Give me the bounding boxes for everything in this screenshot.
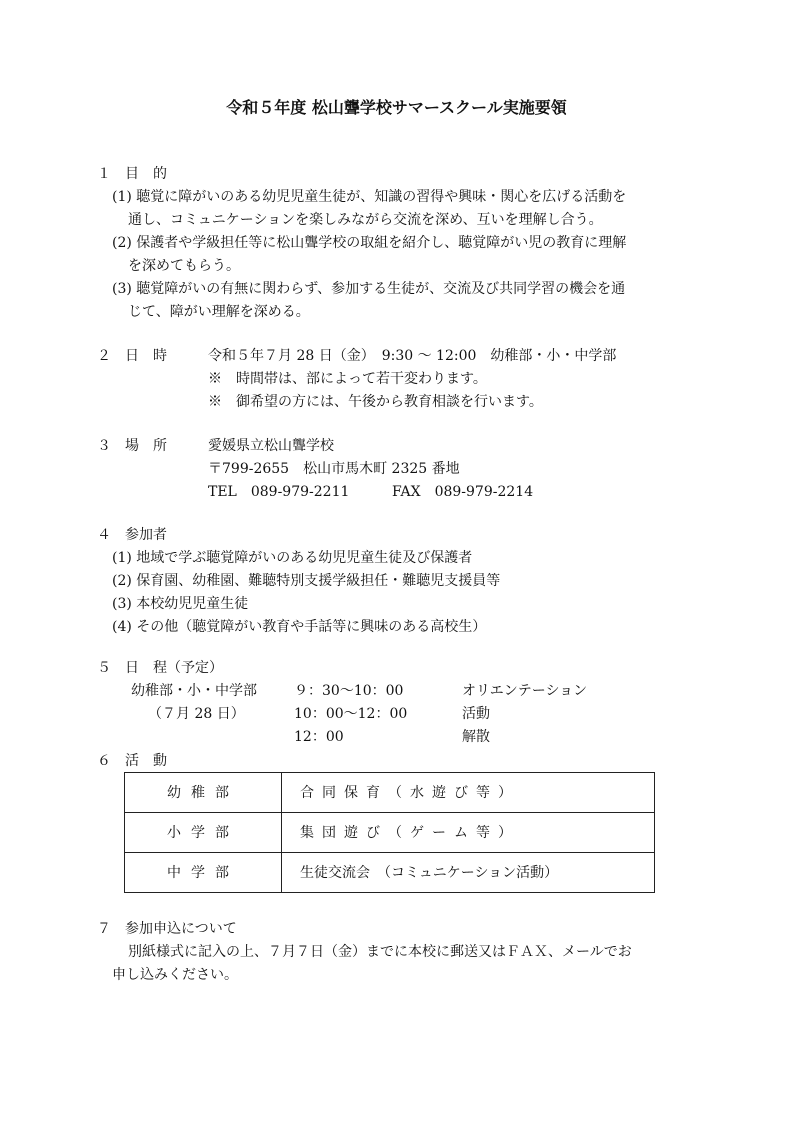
dept-cell: 幼稚部 xyxy=(125,773,282,813)
activity-table xyxy=(124,772,655,893)
section-1-item-2: (2) 保護者や学級担任等に松山聾学校の取組を紹介し、聴覚障がい児の教育に理解 xyxy=(112,235,627,251)
section-1-item-2-cont: を深めてもらう。 xyxy=(128,258,240,274)
schedule-date: （７月 28 日） xyxy=(148,706,245,722)
application-line-2: 申し込みください。 xyxy=(112,967,238,983)
application-line-1: 別紙様式に記入の上、７月７日（金）までに本校に郵送又はＦＡＸ、メールでお xyxy=(128,944,632,960)
section-1-item-3: (3) 聴覚障がいの有無に関わらず、参加する生徒が、交流及び共同学習の機会を通 xyxy=(112,281,626,297)
section-1-heading: １ 目 的 xyxy=(97,166,167,182)
schedule-time-2: 10：00〜12：00 xyxy=(294,706,408,722)
section-1-item-3-cont: じて、障がい理解を深める。 xyxy=(128,304,310,320)
schedule-time-1: ９：30〜10：00 xyxy=(294,683,404,699)
venue-fax: FAX 089-979-2214 xyxy=(392,484,534,500)
activity-cell: 生徒交流会 （コミュニケーション活動） xyxy=(282,853,655,893)
schedule-group: 幼稚部・小・中学部 xyxy=(131,683,257,699)
schedule-activity-3: 解散 xyxy=(462,729,490,745)
section-7-heading: ７ 参加申込について xyxy=(97,921,237,937)
schedule-activity-2: 活動 xyxy=(462,706,490,722)
date-time: 令和５年７月 28 日（金） 9:30 〜 12:00 幼稚部・小・中学部 xyxy=(208,348,617,364)
section-4-heading: ４ 参加者 xyxy=(97,527,167,543)
section-3-heading: ３ 場 所 xyxy=(97,438,167,454)
section-1-item-1: (1) 聴覚に障がいのある幼児児童生徒が、知識の習得や興味・関心を広げる活動を xyxy=(112,189,627,205)
venue-tel: TEL 089-979-2211 xyxy=(208,484,350,500)
table-row xyxy=(125,853,655,893)
date-note-2: ※ 御希望の方には、午後から教育相談を行います。 xyxy=(208,394,543,410)
dept-cell: 小学部 xyxy=(125,813,282,853)
date-note-1: ※ 時間帯は、部によって若干変わります。 xyxy=(208,371,487,387)
participant-3: (3) 本校幼児児童生徒 xyxy=(112,596,249,612)
page-title: 令和５年度 松山聾学校サマースクール実施要領 xyxy=(226,98,567,117)
activity-cell: 合同保育（水遊び等） xyxy=(282,773,655,813)
schedule-activity-1: オリエンテーション xyxy=(462,683,588,699)
section-2-heading: ２ 日 時 xyxy=(97,348,167,364)
section-6-heading: ６ 活 動 xyxy=(97,753,167,769)
schedule-time-3: 12：00 xyxy=(294,729,344,745)
dept-cell: 中学部 xyxy=(125,853,282,893)
venue-name: 愛媛県立松山聾学校 xyxy=(208,438,334,454)
participant-1: (1) 地域で学ぶ聴覚障がいのある幼児児童生徒及び保護者 xyxy=(112,550,473,566)
venue-address: 〒799-2655 松山市馬木町 2325 番地 xyxy=(208,461,460,477)
participant-2: (2) 保育園、幼稚園、難聴特別支援学級担任・難聴児支援員等 xyxy=(112,573,501,589)
participant-4: (4) その他（聴覚障がい教育や手話等に興味のある高校生） xyxy=(112,619,487,635)
section-1-item-1-cont: 通し、コミュニケーションを楽しみながら交流を深め、互いを理解し合う。 xyxy=(128,212,603,228)
table-row xyxy=(125,773,655,813)
activity-cell: 集団遊び（ゲーム等） xyxy=(282,813,655,853)
section-5-heading: ５ 日 程（予定） xyxy=(97,660,223,676)
table-row xyxy=(125,813,655,853)
